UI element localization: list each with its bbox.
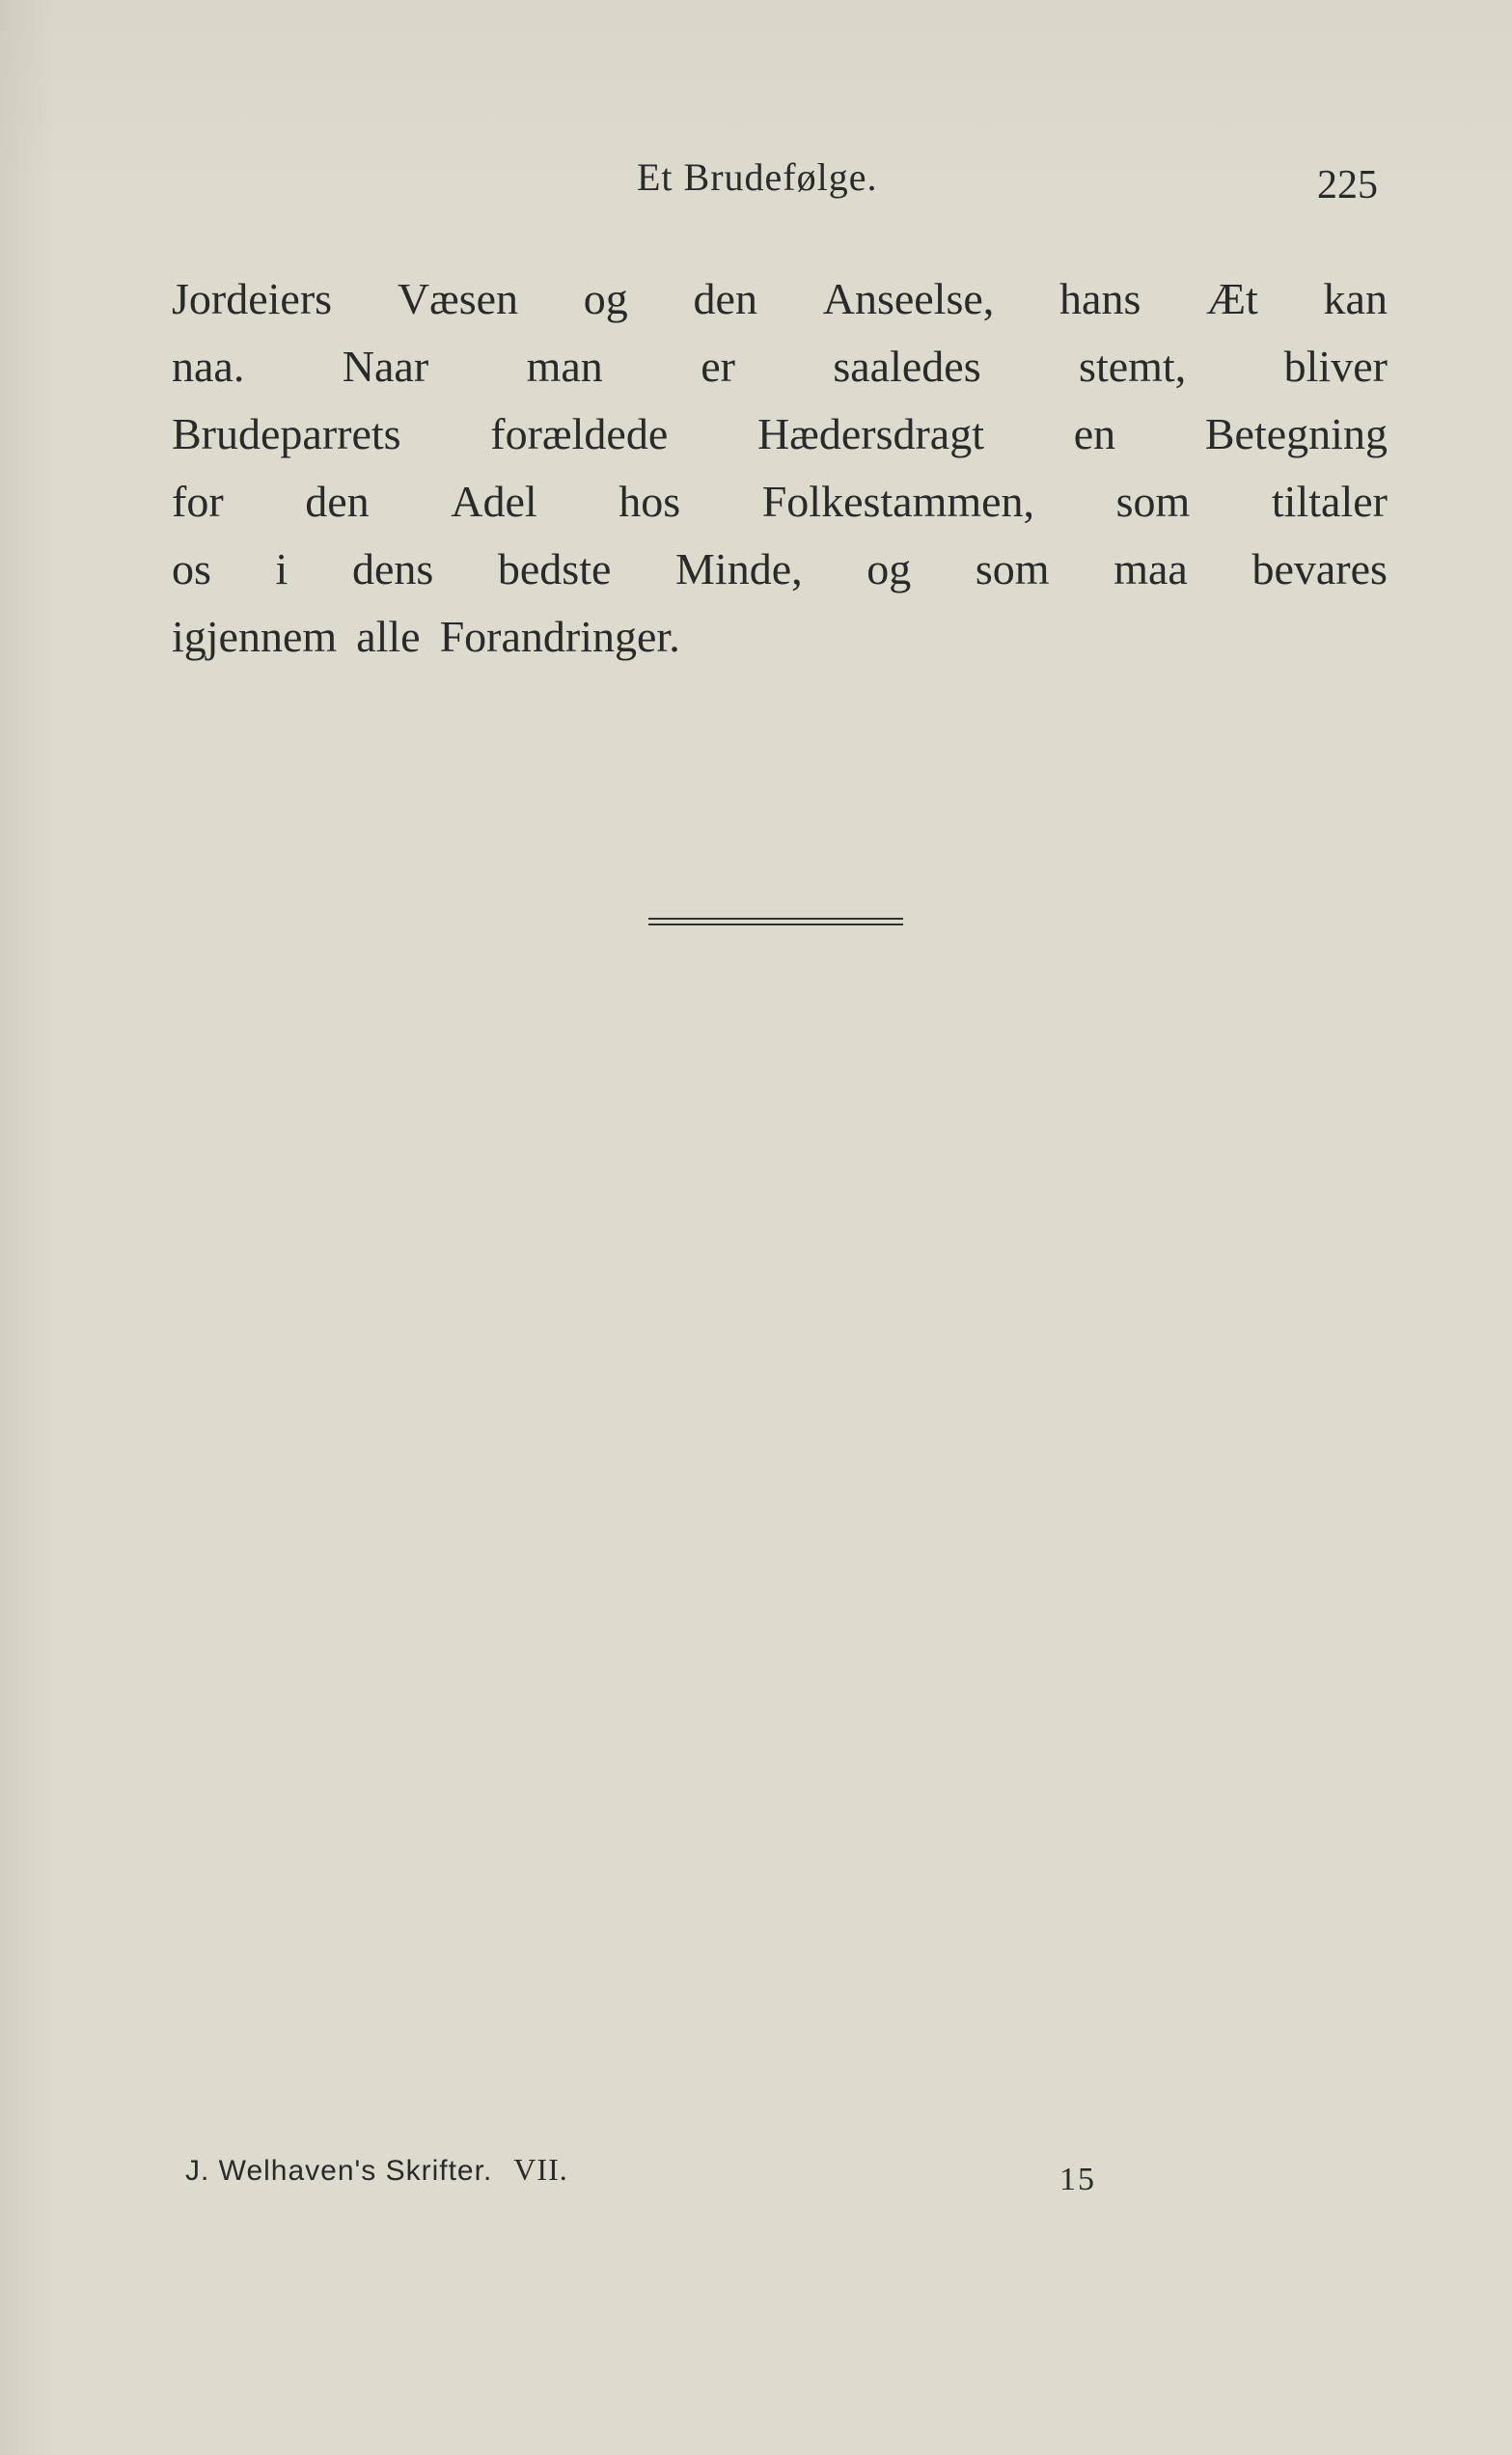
- word: kan: [1323, 274, 1388, 323]
- text-line: [172, 468, 1388, 536]
- word: bliver: [1283, 342, 1388, 391]
- word: som: [1115, 477, 1191, 526]
- word: forældede: [490, 409, 669, 458]
- word: hans: [1059, 274, 1141, 323]
- text-line: [172, 536, 1388, 603]
- word: maa: [1113, 544, 1188, 593]
- word: Forandringer.: [439, 612, 680, 661]
- word: naa.: [172, 342, 245, 391]
- word: igjennem: [172, 612, 338, 661]
- text-line: [172, 603, 1388, 671]
- word: og: [866, 544, 912, 593]
- word: dens: [351, 544, 434, 593]
- footer-volume: VII.: [513, 2152, 568, 2187]
- page-number: 225: [1317, 163, 1378, 207]
- word: saaledes: [833, 342, 981, 391]
- footer-sheet-number: 15: [1059, 2162, 1096, 2197]
- word: Æt: [1206, 274, 1258, 323]
- body-paragraph: [172, 265, 1388, 671]
- word: Folkestammen,: [761, 477, 1035, 526]
- text-line: [172, 400, 1388, 468]
- word: hos: [619, 477, 681, 526]
- word: den: [693, 274, 757, 323]
- footer-signature-text: J. Welhaven's Skrifter.: [185, 2155, 493, 2187]
- section-divider-double-rule: [648, 918, 903, 925]
- word: den: [305, 477, 370, 526]
- word: alle: [356, 612, 421, 661]
- word: i: [275, 544, 289, 593]
- word: os: [172, 544, 211, 593]
- word: Brudeparrets: [172, 409, 401, 458]
- text-line: [172, 333, 1388, 400]
- word: Hædersdragt: [756, 409, 985, 458]
- word: Minde,: [675, 544, 803, 593]
- word: tiltaler: [1271, 477, 1388, 526]
- word: Betegning: [1204, 409, 1388, 458]
- word: bevares: [1251, 544, 1388, 593]
- word: man: [526, 342, 603, 391]
- word: for: [172, 477, 224, 526]
- running-head-title: Et Brudefølge.: [637, 155, 878, 199]
- word: Jordeiers: [172, 274, 333, 323]
- word: stemt,: [1079, 342, 1187, 391]
- word: Naar: [342, 342, 429, 391]
- word: Væsen: [397, 274, 519, 323]
- word: er: [701, 342, 735, 391]
- word: og: [583, 274, 628, 323]
- word: en: [1073, 409, 1116, 458]
- footer-signature: [185, 2152, 568, 2188]
- word: Anseelse,: [822, 274, 995, 323]
- word: Adel: [451, 477, 537, 526]
- word: bedste: [497, 544, 612, 593]
- text-line: [172, 265, 1388, 333]
- word: som: [975, 544, 1050, 593]
